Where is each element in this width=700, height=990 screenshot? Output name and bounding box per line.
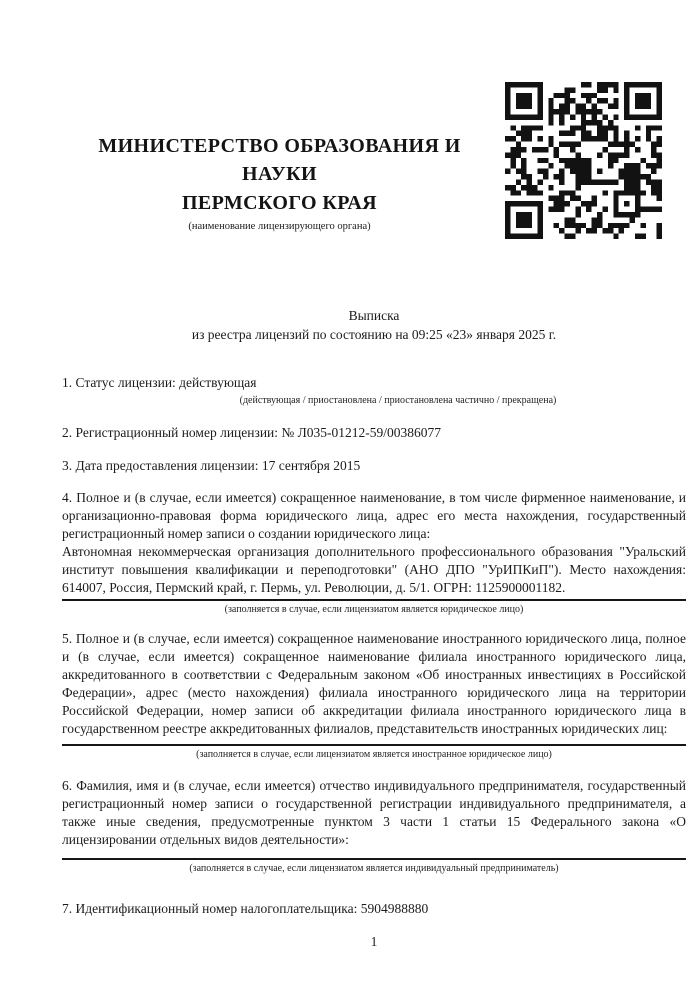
license-date-text: 3. Дата предоставления лицензии: 17 сентября 2015: [62, 458, 361, 473]
extract-subtitle: из реестра лицензий по состоянию на 09:25 «23» января 2025 г.: [191, 327, 557, 342]
fill-in-line: [62, 599, 686, 601]
registration-number-text: 2. Регистрационный номер лицензии: № Л035-01212-59/00386077: [62, 425, 442, 440]
legal-entity-value: Автономная некоммерческая организация дополнительного профессионального образования "Уральский институт повышения квалификации и переподготовки" (АНО ДПО "УрИПКиП"). Место нахождения: 614007, Россия, Пермский край, г. Пермь, ул. Революции, д. 5/1. ОГРН: 1125900001182.: [62, 544, 686, 595]
extract-title-block: [62, 306, 686, 344]
ministry-name-line1: МИНИСТЕРСТВО ОБРАЗОВАНИЯ И НАУКИ: [98, 135, 461, 186]
individual-entrepreneur-label: 6. Фамилия, имя и (в случае, если имеется) отчество индивидуального предпринимателя, государственный регистрационный номер записи о государственной регистрации индивидуального предпринимателя, а также иные сведения, предусмотренные пунктом 3 части 1 статьи 15 Федерального закона «О лицензировании отдельных видов деятельности»:: [62, 778, 686, 847]
individual-entrepreneur-caption: (заполняется в случае, если лицензиатом является индивидуальный предприниматель): [189, 863, 559, 874]
licensing-authority-block: [62, 82, 505, 233]
license-status-text: 1. Статус лицензии: действующая: [62, 375, 257, 390]
item-individual-entrepreneur: [62, 777, 686, 875]
taxpayer-number-text: 7. Идентификационный номер налогоплательщика: 5904988880: [62, 901, 429, 916]
item-taxpayer-number: [62, 900, 686, 918]
ministry-caption: (наименование лицензирующего органа): [188, 221, 371, 233]
ministry-name: [62, 132, 497, 217]
fill-in-line: [62, 744, 686, 746]
item-registration-number: [62, 424, 686, 442]
extract-title: Выписка: [348, 308, 400, 323]
item-license-status: [62, 374, 686, 407]
qr-code-image: [505, 82, 662, 239]
document-header: [62, 0, 686, 239]
ministry-name-line2: ПЕРМСКОГО КРАЯ: [181, 191, 378, 214]
page-number: 1: [370, 934, 378, 949]
license-status-caption: (действующая / приостановлена / приостановлена частично / прекращена): [239, 395, 557, 406]
foreign-entity-label: 5. Полное и (в случае, если имеется) сокращенное наименование иностранного юридического лица, полное и (в случае, если имеется) сокращенное наименование филиала иностранного юридического лица, аккредитованного в соответствии с Федеральным законом «Об иностранных инвестициях в Российской Федерации», адрес (место нахождения) филиала иностранного юридического лица на территории Российской Федерации, номер записи об аккредитации филиала иностранного юридического лица в государственном реестре аккредитованных филиалов, представительств иностранных юридических лиц:: [62, 631, 686, 736]
foreign-entity-caption: (заполняется в случае, если лицензиатом является иностранное юридическое лицо): [196, 749, 552, 760]
qr-code-icon: [505, 82, 662, 239]
item-license-date: [62, 457, 686, 475]
fill-in-line: [62, 858, 686, 860]
legal-entity-caption: (заполняется в случае, если лицензиатом является юридическое лицо): [224, 604, 524, 615]
legal-entity-label: 4. Полное и (в случае, если имеется) сокращенное наименование, в том числе фирменное наименование, и организационно-правовая форма юридического лица, адрес его места нахождения, государственный регистрационный номер записи о создании юридического лица:: [62, 490, 686, 541]
item-legal-entity: [62, 489, 686, 616]
item-foreign-entity: [62, 630, 686, 761]
